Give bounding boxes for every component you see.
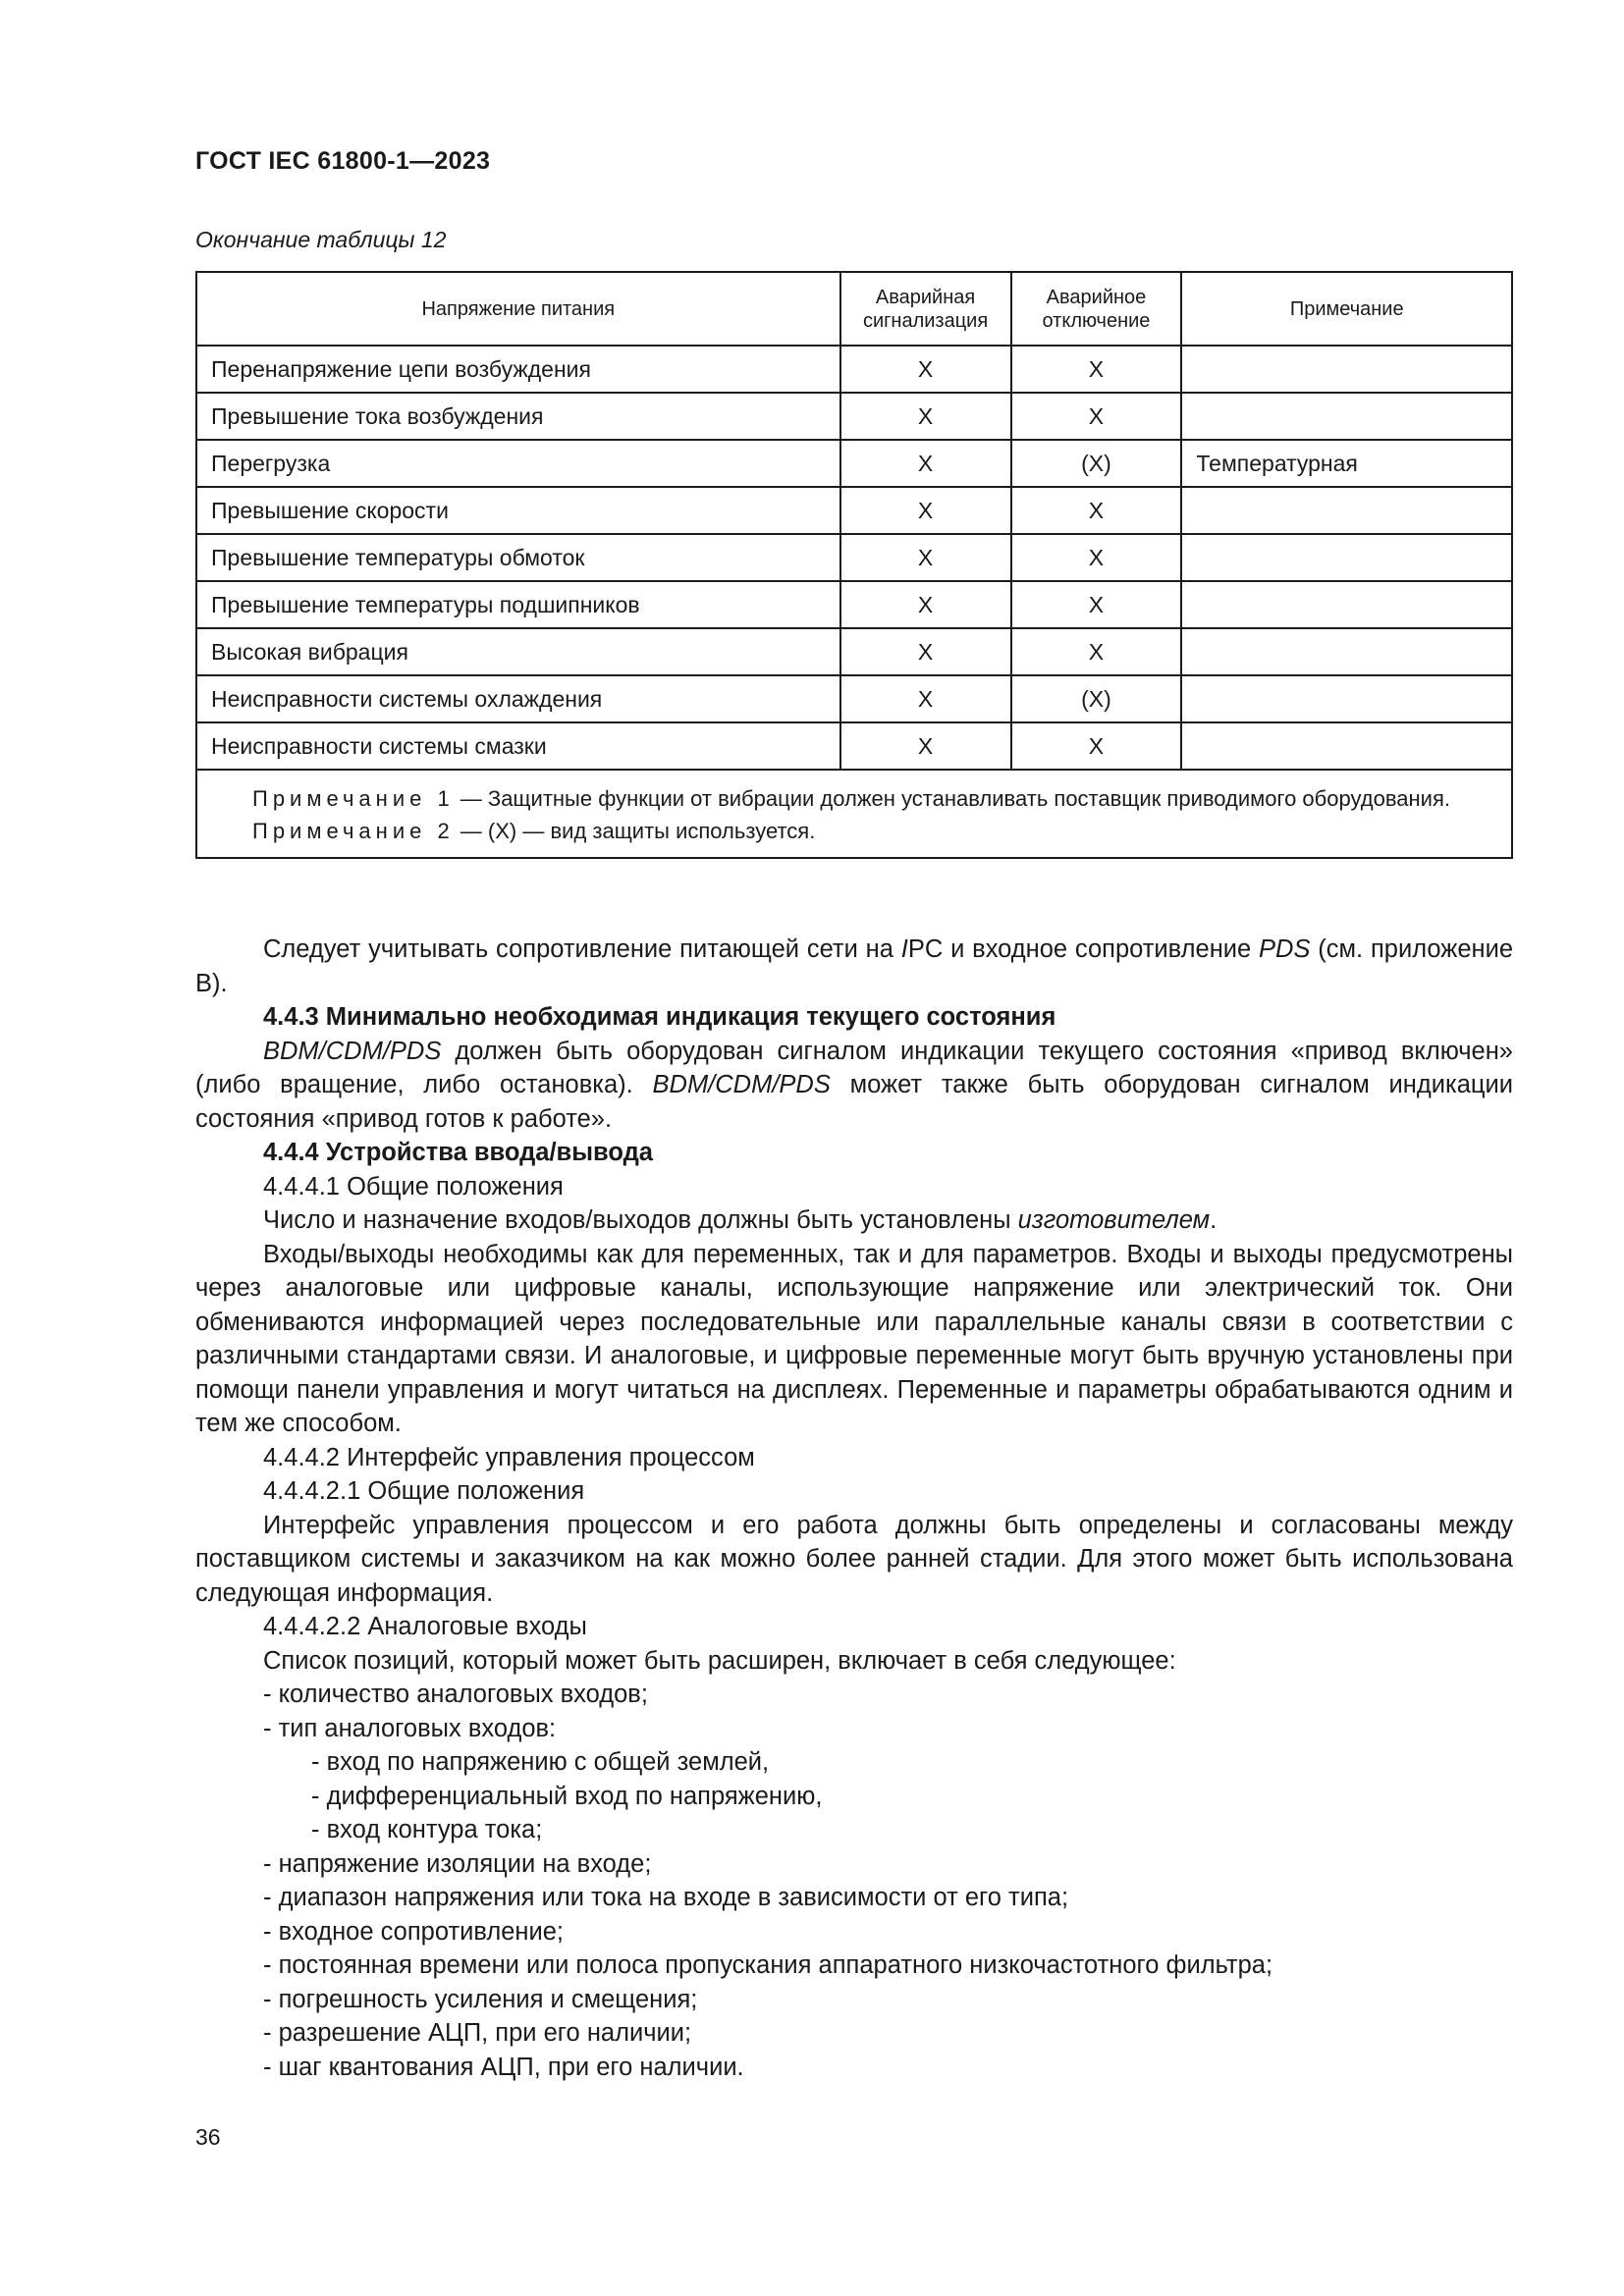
col-header-supply: Напряжение питания: [196, 272, 840, 346]
row-name: Неисправности системы смазки: [196, 722, 840, 770]
paragraph-status-indication: [195, 1035, 1513, 1137]
list-item: - количество аналоговых входов;: [263, 1681, 648, 1708]
list-item: - шаг квантования АЦП, при его наличии.: [263, 2053, 744, 2081]
row-alarm: X: [840, 487, 1011, 534]
row-name: Превышение скорости: [196, 487, 840, 534]
text-run-italic: I: [900, 935, 908, 963]
paragraph-io-count: [195, 1203, 1513, 1238]
heading-4-4-4-1: 4.4.4.1 Общие положения: [263, 1172, 564, 1201]
row-trip: X: [1011, 581, 1182, 628]
text-run-italic: BDM/CDM/PDS: [263, 1037, 442, 1065]
paragraph-io-description: Входы/выходы необходимы как для переменных, так и для параметров. Входы и выходы предусмотрены через аналоговые или цифровые каналы, использующие напряжение или электрический ток. Они обмениваются информацией через последовательные или параллельные каналы связи в соответствии с различными стандартами связи. И аналоговые, и цифровые переменные могут быть вручную установлены при помощи панели управления и могут читаться на дисплеях. Переменные и параметры обрабатываются одним и тем же способом.: [195, 1240, 1513, 1437]
list-item: - напряжение изоляции на входе;: [263, 1849, 652, 1878]
row-name: Перенапряжение цепи возбуждения: [196, 346, 840, 393]
col-header-alarm-line2: сигнализация: [862, 309, 989, 332]
note-1-label: Примечание 1: [252, 786, 455, 811]
heading-4-4-4-2-1: 4.4.4.2.1 Общие положения: [263, 1477, 585, 1505]
list-item: - погрешность усиления и смещения;: [263, 1985, 698, 2013]
paragraph-network-impedance: [195, 933, 1513, 1000]
paragraph-process-interface: Интерфейс управления процессом и его работа должны быть определены и согласованы между поставщиком системы и заказчиком на как можно более ранней стадии. Для этого может быть использована следующая информация.: [195, 1511, 1513, 1607]
row-note: [1181, 534, 1512, 581]
row-alarm: X: [840, 440, 1011, 487]
row-name: Высокая вибрация: [196, 628, 840, 675]
col-header-trip-line1: Аварийное: [1046, 286, 1147, 308]
row-trip: X: [1011, 534, 1182, 581]
protection-table: [195, 271, 1513, 859]
table-row: [196, 346, 1512, 393]
row-name: Неисправности системы охлаждения: [196, 675, 840, 722]
row-trip: (X): [1011, 675, 1182, 722]
table-header-row: [196, 272, 1512, 346]
row-alarm: X: [840, 581, 1011, 628]
row-name: Превышение температуры подшипников: [196, 581, 840, 628]
note-2-text: — (X) — вид защиты используется.: [454, 819, 816, 843]
note-2-label: Примечание 2: [252, 819, 455, 843]
list-item: - входное сопротивление;: [263, 1917, 564, 1946]
table-row: [196, 487, 1512, 534]
row-note: [1181, 581, 1512, 628]
text-run: должен быть оборудован сигналом индикации текущего состояния «привод включен» (либо вращение, либо остановка).: [195, 1037, 1513, 1098]
row-name: Перегрузка: [196, 440, 840, 487]
paragraph-list-intro: Список позиций, который может быть расширен, включает в себя следующее:: [263, 1646, 1176, 1675]
table-row: [196, 534, 1512, 581]
list-item: - диапазон напряжения или тока на входе в зависимости от его типа;: [263, 1884, 1069, 1911]
heading-4-4-4-2: 4.4.4.2 Интерфейс управления процессом: [263, 1443, 755, 1471]
table-notes-row: [196, 770, 1512, 858]
row-note: [1181, 628, 1512, 675]
col-header-trip-line2: отключение: [1042, 309, 1151, 332]
text-run: (см. приложение B).: [195, 935, 1514, 997]
list-item: - вход контура тока;: [311, 1816, 543, 1843]
row-alarm: X: [840, 346, 1011, 393]
table-row: [196, 440, 1512, 487]
table-caption: Окончание таблицы 12: [195, 227, 447, 252]
list-item: - вход по напряжению с общей землей,: [311, 1748, 770, 1776]
row-trip: X: [1011, 393, 1182, 440]
row-note: [1181, 393, 1512, 440]
list-item: - тип аналоговых входов:: [263, 1714, 557, 1742]
text-run-italic: PDS: [1259, 935, 1311, 963]
list-item: - разрешение АЦП, при его наличии;: [263, 2019, 692, 2047]
text-run: PC и входное сопротивление: [907, 935, 1260, 963]
table-row: [196, 722, 1512, 770]
text-run-italic: BDM/CDM/PDS: [652, 1071, 831, 1098]
text-run: Число и назначение входов/выходов должны быть установлены: [263, 1206, 1018, 1234]
row-note: [1181, 675, 1512, 722]
document-title: ГОСТ IEC 61800-1—2023: [195, 147, 491, 175]
row-alarm: X: [840, 534, 1011, 581]
body-text: [195, 933, 1513, 2084]
row-trip: X: [1011, 722, 1182, 770]
row-trip: X: [1011, 628, 1182, 675]
col-header-note: Примечание: [1181, 272, 1512, 346]
row-alarm: X: [840, 628, 1011, 675]
row-note: [1181, 346, 1512, 393]
heading-4-4-4-2-2: 4.4.4.2.2 Аналоговые входы: [263, 1613, 587, 1640]
text-run-italic: изготовителем: [1017, 1206, 1211, 1234]
page-number: 36: [195, 2124, 221, 2150]
table-notes: [196, 770, 1512, 858]
row-alarm: X: [840, 722, 1011, 770]
row-note: [1181, 722, 1512, 770]
table-note-1: [211, 782, 1497, 815]
row-note: [1181, 487, 1512, 534]
list-item: - дифференциальный вход по напряжению,: [311, 1782, 823, 1810]
row-name: Превышение температуры обмоток: [196, 534, 840, 581]
table-row: [196, 675, 1512, 722]
row-name: Превышение тока возбуждения: [196, 393, 840, 440]
text-run: Следует учитывать сопротивление питающей сети на: [263, 935, 901, 963]
table-row: [196, 393, 1512, 440]
row-trip: X: [1011, 346, 1182, 393]
row-alarm: X: [840, 675, 1011, 722]
text-run: .: [1210, 1206, 1218, 1234]
table-row: [196, 581, 1512, 628]
col-header-alarm-line1: Аварийная: [875, 286, 976, 308]
text-run: может также быть оборудован сигналом индикации состояния «привод готов к работе».: [195, 1071, 1513, 1133]
row-trip: (X): [1011, 440, 1182, 487]
heading-4-4-4: 4.4.4 Устройства ввода/вывода: [263, 1139, 653, 1166]
heading-4-4-3: 4.4.3 Минимально необходимая индикация текущего состояния: [263, 1003, 1056, 1031]
col-header-trip: [1011, 272, 1182, 346]
row-alarm: X: [840, 393, 1011, 440]
row-trip: X: [1011, 487, 1182, 534]
col-header-alarm: [840, 272, 1011, 346]
note-1-text: — Защитные функции от вибрации должен устанавливать поставщик приводимого оборудования.: [454, 786, 1450, 811]
row-note: Температурная: [1181, 440, 1512, 487]
list-item: - постоянная времени или полоса пропускания аппаратного низкочастотного фильтра;: [263, 1951, 1273, 1979]
table-row: [196, 628, 1512, 675]
table-note-2: [211, 815, 1497, 847]
